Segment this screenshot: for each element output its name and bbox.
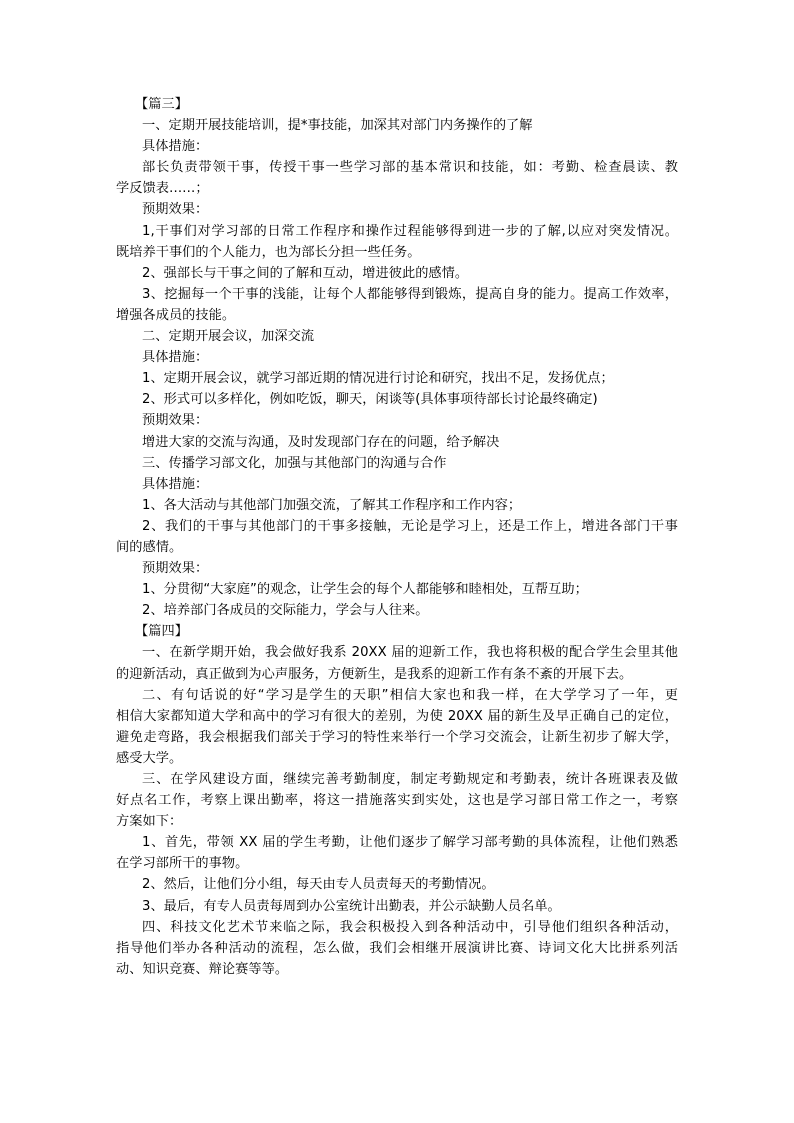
- paragraph-line: 3、最后，有专人员责每周到办公室统计出勤表，并公示缺勤人员名单。: [142, 898, 561, 914]
- paragraph-line: 二、有句话说的好“学习是学生的天职”相信大家也和我一样，在大学学习了一年，更: [142, 687, 678, 703]
- paragraph-line: 具体措施：: [142, 139, 209, 155]
- paragraph-line: 具体措施：: [142, 476, 209, 492]
- document-body: [116, 94, 678, 980]
- paragraph-line: 1、首先，带领 XX 届的学生考勤，让他们逐步了解学习部考勤的具体流程，让他们熟悉: [142, 835, 678, 851]
- paragraph-line: 感受大学。: [116, 750, 183, 766]
- section-heading: 【篇三】: [135, 97, 188, 112]
- paragraph-line: 具体措施：: [142, 350, 209, 366]
- paragraph-line: 增强各成员的技能。: [116, 307, 236, 323]
- paragraph-line: 2、强部长与干事之间的了解和互动，增进彼此的感情。: [142, 265, 469, 281]
- paragraph-line: 一、定期开展技能培训，提*事技能，加深其对部门内务操作的了解: [142, 118, 533, 134]
- paragraph-line: 预期效果：: [142, 413, 209, 429]
- paragraph-line: 1、分贯彻“大家庭”的观念，让学生会的每个人都能够和睦相处，互帮互助；: [142, 582, 588, 598]
- paragraph-line: 指导他们举办各种活动的流程，怎么做，我们会相继开展演讲比赛、诗词文化大比拼系列活: [116, 940, 678, 956]
- paragraph-line: 2、形式可以多样化，例如吃饭，聊天，闲谈等(具体事项待部长讨论最终确定): [142, 392, 598, 408]
- paragraph-line: 间的感情。: [116, 539, 183, 555]
- paragraph-line: 三、在学风建设方面，继续完善考勤制度，制定考勤规定和考勤表，统计各班课表及做: [142, 772, 678, 787]
- paragraph-line: 1、定期开展会议，就学习部近期的情况进行讨论和研究，找出不足，发扬优点；: [142, 371, 614, 387]
- paragraph-line: 二、定期开展会议，加深交流: [142, 329, 315, 345]
- paragraph-line: 一、在新学期开始，我会做好我系 20XX 届的迎新工作，我也将积极的配合学生会里其他: [142, 645, 678, 661]
- paragraph-line: 增进大家的交流与沟通，及时发现部门存在的问题，给予解决: [142, 434, 500, 450]
- paragraph-line: 预期效果：: [142, 561, 209, 577]
- paragraph-line: 2、我们的干事与其他部门的干事多接触，无论是学习上，还是工作上，增进各部门干事: [142, 518, 678, 534]
- paragraph-line: 预期效果：: [142, 202, 209, 218]
- paragraph-line: 相信大家都知道大学和高中的学习有很大的差别，为使 20XX 届的新生及早正确自己的定位，: [116, 708, 678, 724]
- paragraph-line: 2、然后，让他们分小组，每天由专人员责每天的考勤情况。: [142, 877, 495, 893]
- paragraph-line: 好点名工作，考察上课出勤率，将这一措施落实到实处，这也是学习部日常工作之一，考察: [116, 793, 678, 809]
- paragraph-line: 2、培养部门各成员的交际能力，学会与人往来。: [142, 603, 429, 619]
- paragraph-line: 方案如下：: [116, 814, 183, 830]
- paragraph-line: 部长负责带领干事，传授干事一些学习部的基本常识和技能，如：考勤、检查晨读、教: [142, 160, 678, 176]
- paragraph-line: 三、传播学习部文化，加强与其他部门的沟通与合作: [142, 455, 447, 471]
- paragraph-line: 1,干事们对学习部的日常工作程序和操作过程能够得到进一步的了解,以应对突发情况。: [142, 223, 678, 239]
- paragraph-line: 3、挖掘每一个干事的浅能，让每个人都能够得到锻炼，提高自身的能力。提高工作效率，: [142, 286, 678, 302]
- paragraph-line: 避免走弯路，我会根据我们部关于学习的特性来举行一个学习交流会，让新生初步了解大学，: [116, 729, 678, 745]
- paragraph-line: 学反馈表……；: [116, 181, 209, 197]
- paragraph-line: 在学习部所干的事物。: [116, 856, 249, 872]
- paragraph-line: 动、知识竞赛、辩论赛等等。: [116, 961, 289, 977]
- paragraph-line: 四、科技文化艺术节来临之际，我会积极投入到各种活动中，引导他们组织各种活动，: [142, 919, 678, 935]
- paragraph-line: 的迎新活动，真正做到为心声服务，方便新生，是我系的迎新工作有条不紊的开展下去。: [116, 666, 633, 682]
- section-heading: 【篇四】: [135, 624, 188, 640]
- paragraph-line: 既培养干事们的个人能力，也为部长分担一些任务。: [116, 244, 421, 260]
- paragraph-line: 1、各大活动与其他部门加强交流，了解其工作程序和工作内容；: [142, 497, 522, 513]
